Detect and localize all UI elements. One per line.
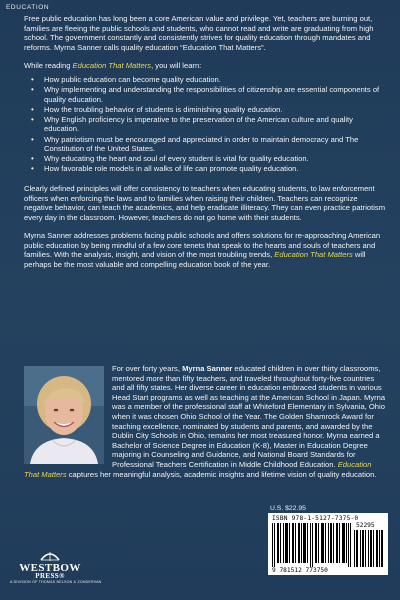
list-item: • Why English proficiency is imperative to the preservation of the American culture and quality education.: [24, 115, 386, 134]
solutions-after: will perhaps be the most valuable and compelling education book of the year.: [24, 250, 366, 270]
learn-lead: [24, 61, 386, 71]
publisher-subtitle: A DIVISION OF THOMAS NELSON & ZONDERVAN: [10, 580, 102, 584]
author-bio: [24, 364, 386, 479]
publisher-press: PRESS®: [35, 572, 65, 580]
addon-barcode-bars: [354, 530, 384, 567]
book-title-italic: Education That Matters: [274, 250, 353, 260]
solutions-before: Myrna Sanner addresses problems facing public schools and offers solutions for re-approaching American public education by being mindful of a few core tenets that speak to the hearts and souls of teachers and families. With the analysis, insight, and vision of the most troubling trends,: [24, 231, 381, 260]
principles-paragraph: Clearly defined principles will offer consistency to teachers when educating students, to law enforcement officers when enforcing the laws and to families when raising their children. Teachers can recognize negative behavior, can teach the academics, and help eradicate illiteracy. They can even practice patriotism every day in the classroom. However, teachers do not go home with their students.: [24, 183, 386, 222]
addon-number: 52295: [356, 522, 375, 529]
bio-lead: For over forty years,: [112, 364, 183, 373]
intro-paragraph: [24, 14, 386, 52]
ean-barcode-bars: [272, 523, 352, 567]
bio-body: educated children in over thirty classrooms, mentored more than fifty teachers, and traveled throughout forty-five countries and all fifty states. Her diverse career in education embraced students in various Head Start programs as well as teaching at the American School in Japan. Myrna was a member of the professional staff at Whiteford Elementary in Sylvania, Ohio when it was chosen Ohio School of the Year. The Golden Shamrock Award for teaching excellence, nominated by students and parents, and awarded by the Dublin City Schools in Ohio, remains her most treasured honor. Myrna earned a Bachelor of Science Degree in Education (K-8), Master in Education Degree majoring in Counseling and Guidance, and National Board Standards for Professional Teachers Certification in Middle Childhood Education.: [112, 364, 386, 469]
ean-number: 9 781512 773750: [272, 567, 328, 574]
westbow-bow-icon: [39, 550, 61, 562]
solutions-paragraph: [24, 231, 386, 269]
list-item: • How favorable role models in all walks of life can promote quality education.: [24, 164, 386, 174]
learn-list: [24, 75, 386, 174]
bio-tail: captures her meaningful analysis, academic insights and lifetime vision of quality education.: [66, 469, 377, 479]
author-photo: [24, 366, 104, 464]
list-item: • How public education can become quality education.: [24, 75, 386, 85]
price-label: U.S. $22.95: [270, 505, 306, 512]
category-label: EDUCATION: [6, 4, 50, 11]
book-title-italic: Education That Matters: [72, 61, 152, 71]
list-item: • Why implementing and understanding the responsibilities of citizenship are essential components of quality education.: [24, 85, 386, 104]
publisher-name-text: WESTBOW: [19, 562, 81, 574]
book-title-italic: Education That Matters: [24, 459, 372, 479]
intro-text: Free public education has long been a core American value and privilege. Yet, teachers are burning out, families are fleeing the public schools and students, who cannot read and write are graduating from high school. The government constantly and consistently strives for quality education through mandates and reforms. Myrna Sanner calls quality education “Education That Matters”.: [24, 14, 374, 52]
learn-lead-before: While reading: [24, 61, 73, 71]
author-portrait-image: [24, 366, 104, 464]
list-item: • How the troubling behavior of students is diminishing quality education.: [24, 105, 386, 115]
list-item: • Why patriotism must be encouraged and appreciated in order to maintain democracy and The Constitution of the United States.: [24, 135, 386, 154]
blurb: [24, 14, 386, 279]
learn-lead-after: , you will learn:: [151, 61, 202, 71]
author-name: Myrna Sanner: [182, 364, 233, 373]
list-item: • Why educating the heart and soul of every student is vital for quality education.: [24, 154, 386, 164]
barcode: [268, 513, 388, 575]
publisher-logo: [10, 550, 102, 584]
isbn-number: ISBN 978-1-5127-7375-0: [272, 515, 359, 522]
